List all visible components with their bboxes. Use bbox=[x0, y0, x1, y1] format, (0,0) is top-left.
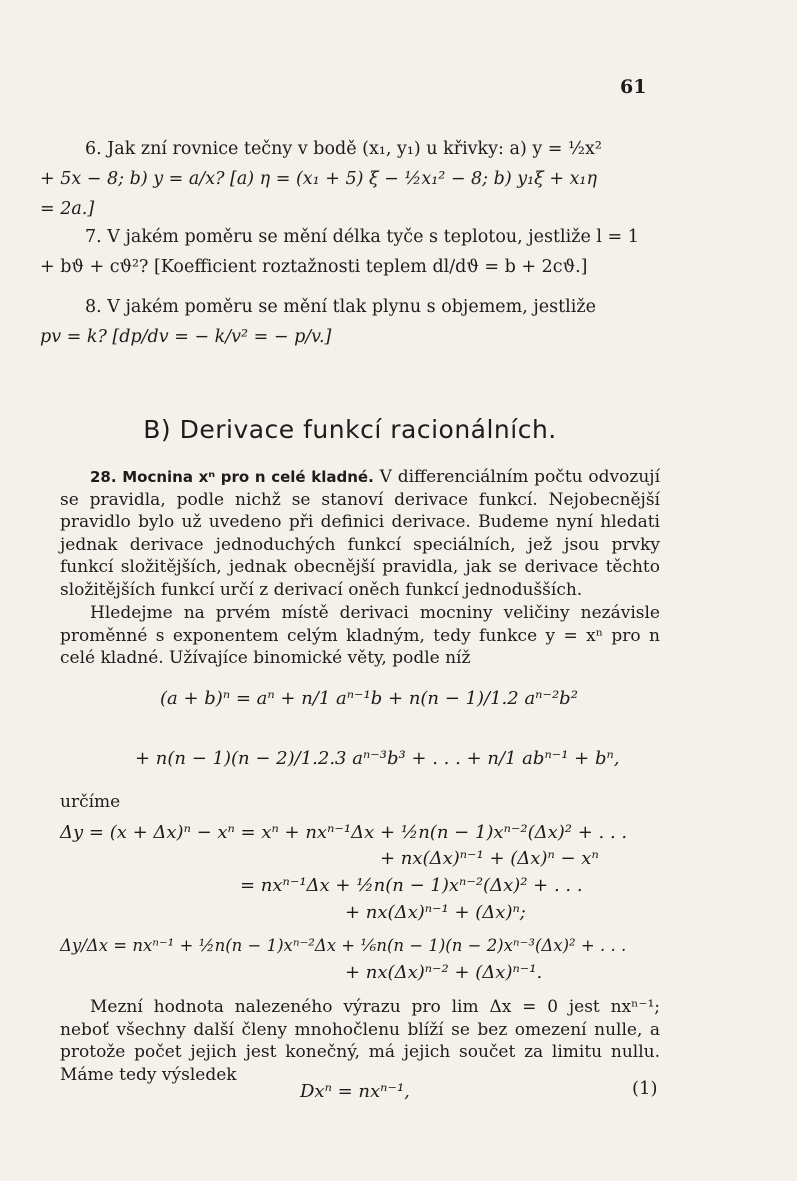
paragraph-3: Mezní hodnota nalezeného výrazu pro lim Δx = 0 jest nxⁿ⁻¹; neboť všechny další členy mnohočlenu blíží se bez omezení nulle, a protože počet jejich jest konečný, má jejich součet za limitu nullu. Máme tedy výsledek bbox=[60, 997, 660, 1085]
problem-number: 6. bbox=[85, 139, 102, 159]
delta-line-5: Δy/Δx = nxⁿ⁻¹ + ½n(n − 1)xⁿ⁻²Δx + ⅙n(n − 1)(n − 2)xⁿ⁻³(Δx)² + . . . bbox=[60, 936, 627, 955]
problem-number: 7. bbox=[85, 227, 102, 247]
problem-text-line1: V jakém poměru se mění délka tyče s teplotou, jestliže l = 1 bbox=[107, 227, 639, 247]
problem-text-line3: = 2a.] bbox=[40, 199, 95, 219]
problem-6 bbox=[40, 134, 660, 224]
problem-8 bbox=[40, 292, 660, 352]
binomial-line-1: (a + b)ⁿ = aⁿ + n/1 aⁿ⁻¹b + n(n − 1)/1.2 aⁿ⁻²b² bbox=[160, 688, 578, 709]
delta-line-1: Δy = (x + Δx)ⁿ − xⁿ = xⁿ + nxⁿ⁻¹Δx + ½n(n − 1)xⁿ⁻²(Δx)² + . . . bbox=[60, 822, 628, 843]
problem-text-line1: Jak zní rovnice tečny v bodě (x₁, y₁) u křivky: a) y = ½x² bbox=[107, 139, 602, 159]
paragraph-heading: 28. Mocnina xⁿ pro n celé kladné. bbox=[90, 468, 374, 486]
delta-line-2: + nx(Δx)ⁿ⁻¹ + (Δx)ⁿ − xⁿ bbox=[380, 848, 599, 869]
urcime-label: určíme bbox=[60, 792, 121, 812]
problem-text-line1: V jakém poměru se mění tlak plynu s objemem, jestliže bbox=[107, 297, 596, 317]
section-title: B) Derivace funkcí racionálních. bbox=[143, 415, 557, 444]
paragraph-2: Hledejme na prvém místě derivaci mocniny veličiny nezávisle proměnné s exponentem celým kladným, tedy funkce y = xⁿ pro n celé kladné. Užívajíce binomické věty, podle níž bbox=[60, 603, 660, 668]
page-number: 61 bbox=[620, 76, 647, 98]
delta-line-6: + nx(Δx)ⁿ⁻² + (Δx)ⁿ⁻¹. bbox=[345, 962, 543, 983]
delta-line-3: = nxⁿ⁻¹Δx + ½n(n − 1)xⁿ⁻²(Δx)² + . . . bbox=[240, 875, 583, 896]
problem-text-line2: + bϑ + cϑ²? [Koefficient roztažnosti teplem dl/dϑ = b + 2cϑ.] bbox=[40, 257, 588, 277]
binomial-line-2: + n(n − 1)(n − 2)/1.2.3 aⁿ⁻³b³ + . . . + n/1 abⁿ⁻¹ + bⁿ, bbox=[135, 748, 620, 769]
final-equation: Dxⁿ = nxⁿ⁻¹, bbox=[300, 1081, 410, 1102]
paragraph-28 bbox=[60, 466, 660, 601]
equation-number: (1) bbox=[632, 1078, 658, 1099]
problem-7 bbox=[40, 222, 660, 282]
problem-number: 8. bbox=[85, 297, 102, 317]
problem-text-line2: pv = k? [dp/dv = − k/v² = − p/v.] bbox=[40, 327, 332, 347]
paragraph-body: V differenciálním počtu odvozují se pravidla, podle nichž se stanoví derivace funkcí. Nejobecnější pravidlo bylo už uvedeno při definici derivace. Budeme nyní hledati jednak derivace jednoduchých funkcí speciálních, jež jsou prvky funkcí složitějších, jednak obecnější pravidla, jak se derivace těchto složitějších funkcí určí z derivací oněch funkcí jednodušších. bbox=[60, 467, 661, 600]
problem-text-line2: + 5x − 8; b) y = a/x? [a) η = (x₁ + 5) ξ − ½x₁² − 8; b) y₁ξ + x₁η bbox=[40, 169, 597, 189]
delta-line-4: + nx(Δx)ⁿ⁻¹ + (Δx)ⁿ; bbox=[345, 902, 526, 923]
